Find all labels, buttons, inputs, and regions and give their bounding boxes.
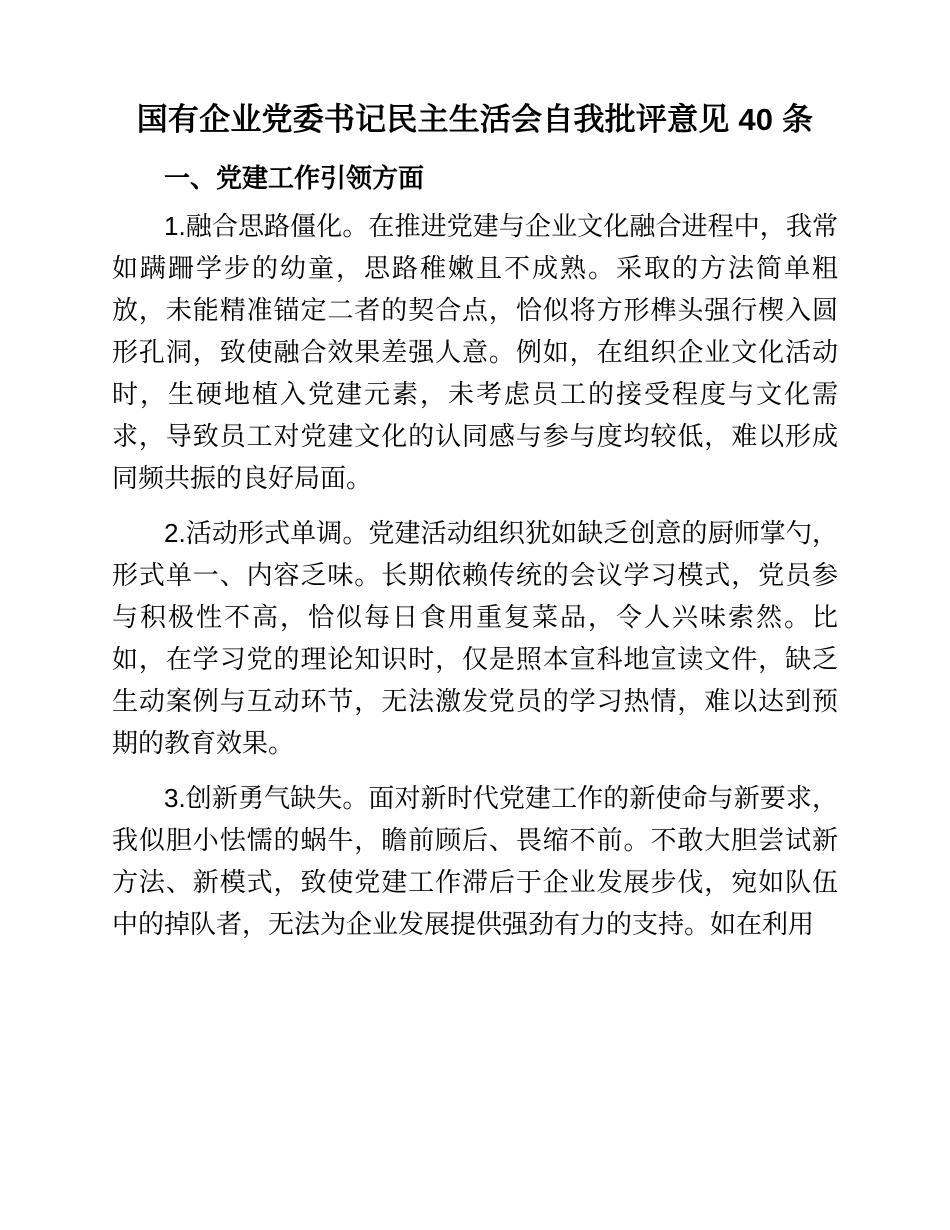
page-title: 国有企业党委书记民主生活会自我批评意见 40 条 bbox=[136, 102, 814, 137]
document-content bbox=[112, 96, 838, 945]
body-paragraph-1: 1.融合思路僵化。在推进党建与企业文化融合进程中，我常如蹒跚学步的幼童，思路稚嫩且不成熟。采取的方法简单粗放，未能精准锚定二者的契合点，恰似将方形榫头强行楔入圆形孔洞，致使融合效果差强人意。例如，在组织企业文化活动时，生硬地植入党建元素，未考虑员工的接受程度与文化需求，导致员工对党建文化的认同感与参与度均较低，难以形成同频共振的良好局面。 bbox=[112, 211, 838, 493]
section-heading-1: 一、党建工作引领方面 bbox=[164, 163, 425, 193]
body-paragraph-3: 3.创新勇气缺失。面对新时代党建工作的新使命与新要求，我似胆小怯懦的蜗牛，瞻前顾后、畏缩不前。不敢大胆尝试新方法、新模式，致使党建工作滞后于企业发展步伐，宛如队伍中的掉队者，无法为企业发展提供强劲有力的支持。如在利用 bbox=[112, 783, 838, 939]
body-paragraph-2: 2.活动形式单调。党建活动组织犹如缺乏创意的厨师掌勺，形式单一、内容乏味。长期依赖传统的会议学习模式，党员参与积极性不高，恰似每日食用重复菜品，令人兴味索然。比如，在学习党的理论知识时，仅是照本宣科地宣读文件，缺乏生动案例与互动环节，无法激发党员的学习热情，难以达到预期的教育效果。 bbox=[112, 518, 838, 758]
